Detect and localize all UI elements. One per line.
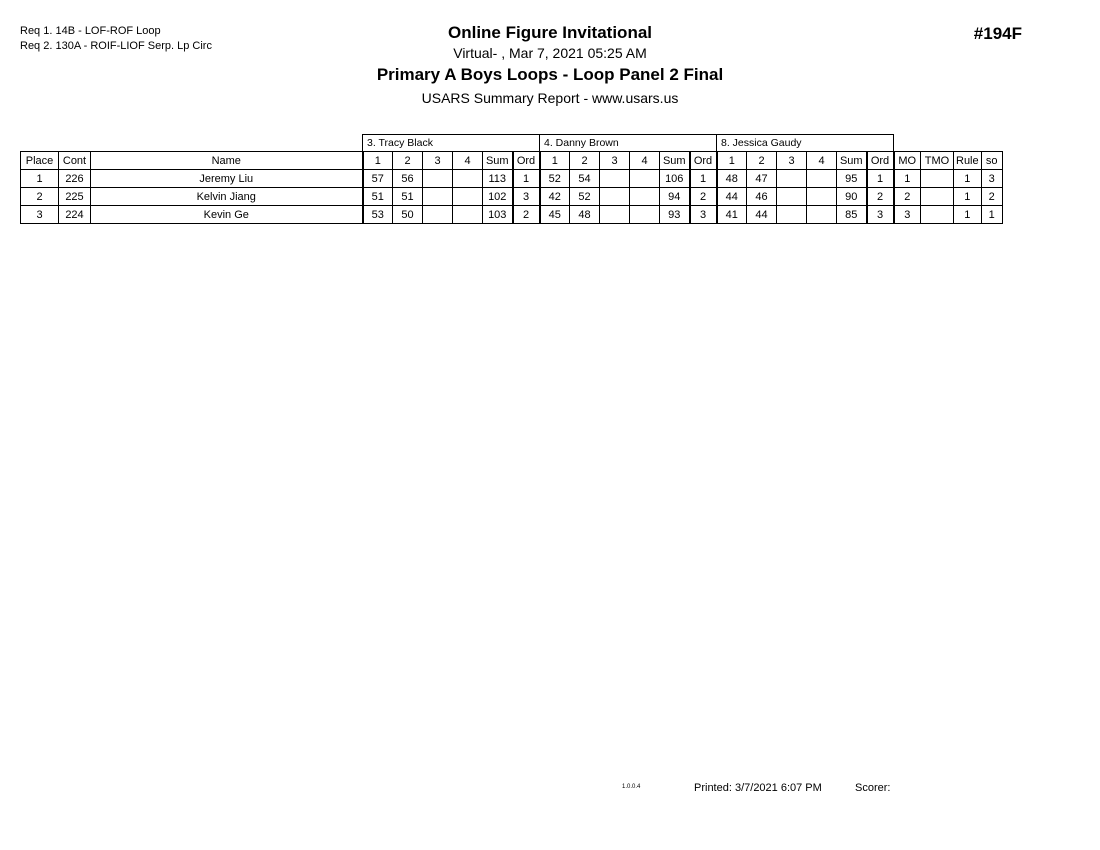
cell-j1-mark-3 [423,188,453,206]
version-code: 1.0.0.4 [622,784,641,790]
cell-j2-ord: 3 [690,206,717,224]
cell-j2-mark-1: 42 [540,188,570,206]
cell-j3-mark-2: 44 [747,206,777,224]
cell-so: 1 [981,206,1002,224]
cell-j3-mark-2: 47 [747,170,777,188]
cell-j3-sum: 90 [837,188,867,206]
column-header-place: Place [21,152,59,170]
spacer-cell [91,135,363,152]
scorer-label: Scorer: [855,782,891,794]
spacer-cell [921,135,954,152]
table-row [21,188,1003,206]
cell-j1-sum: 113 [483,170,513,188]
spacer-cell [981,135,1002,152]
cell-j3-mark-3 [777,188,807,206]
column-header-j1-sum: Sum [483,152,513,170]
table-row [21,170,1003,188]
report-name: USARS Summary Report - www.usars.us [421,90,679,106]
cell-j2-mark-4 [630,188,660,206]
cell-j2-ord: 1 [690,170,717,188]
cell-j1-mark-3 [423,170,453,188]
column-header-row [21,152,1003,170]
cell-j2-mark-2: 54 [570,170,600,188]
cell-j3-ord: 1 [867,170,894,188]
cell-name: Kevin Ge [91,206,363,224]
spacer-cell [954,135,982,152]
cell-j3-mark-3 [777,170,807,188]
cell-j3-mark-1: 41 [717,206,747,224]
cell-j2-mark-1: 45 [540,206,570,224]
cell-j1-sum: 103 [483,206,513,224]
printed-timestamp: Printed: 3/7/2021 6:07 PM [694,782,822,794]
cell-j2-mark-3 [600,206,630,224]
cell-j2-mark-1: 52 [540,170,570,188]
cell-mo: 1 [894,170,921,188]
column-header-tmo: TMO [921,152,954,170]
cell-j3-mark-1: 48 [717,170,747,188]
column-header-j2-mark-4: 4 [630,152,660,170]
cell-j3-mark-2: 46 [747,188,777,206]
column-header-j1-mark-1: 1 [363,152,393,170]
cell-j1-mark-4 [453,188,483,206]
table-row [21,206,1003,224]
cell-j1-mark-2: 51 [393,188,423,206]
cell-j2-ord: 2 [690,188,717,206]
document-number: #194F [973,24,1022,43]
results-table [20,134,1003,224]
cell-j3-ord: 2 [867,188,894,206]
column-header-j2-mark-3: 3 [600,152,630,170]
column-header-j2-ord: Ord [690,152,717,170]
cell-tmo [921,206,954,224]
cell-j2-mark-4 [630,206,660,224]
column-header-j1-mark-3: 3 [423,152,453,170]
event-name: Primary A Boys Loops - Loop Panel 2 Final [376,65,724,84]
cell-j2-mark-3 [600,188,630,206]
column-header-j3-mark-2: 2 [747,152,777,170]
requirement-line-1: Req 1. 14B - LOF-ROF Loop [20,25,161,37]
requirement-line-2: Req 2. 130A - ROIF-LIOF Serp. Lp Circ [20,40,212,52]
judge-header-row [21,135,1003,152]
cell-j1-mark-2: 56 [393,170,423,188]
cell-j2-sum: 94 [660,188,690,206]
column-header-j3-ord: Ord [867,152,894,170]
cell-tmo [921,170,954,188]
cell-j1-mark-1: 57 [363,170,393,188]
column-header-name: Name [91,152,363,170]
cell-name: Jeremy Liu [91,170,363,188]
cell-rule: 1 [954,170,982,188]
column-header-mo: MO [894,152,921,170]
cell-cont: 224 [59,206,91,224]
cell-j1-mark-4 [453,170,483,188]
cell-cont: 225 [59,188,91,206]
cell-rule: 1 [954,188,982,206]
cell-j1-mark-4 [453,206,483,224]
column-header-j3-mark-3: 3 [777,152,807,170]
cell-j1-mark-3 [423,206,453,224]
column-header-so: so [981,152,1002,170]
cell-place: 1 [21,170,59,188]
cell-j3-sum: 85 [837,206,867,224]
column-header-j2-mark-2: 2 [570,152,600,170]
spacer-cell [894,135,921,152]
cell-j1-sum: 102 [483,188,513,206]
judge-name-2: 4. Danny Brown [540,135,717,152]
cell-j1-ord: 1 [513,170,540,188]
cell-so: 2 [981,188,1002,206]
cell-place: 3 [21,206,59,224]
cell-j2-sum: 93 [660,206,690,224]
cell-tmo [921,188,954,206]
column-header-j3-mark-4: 4 [807,152,837,170]
column-header-j1-ord: Ord [513,152,540,170]
cell-cont: 226 [59,170,91,188]
column-header-rule: Rule [954,152,982,170]
judge-name-3: 8. Jessica Gaudy [717,135,894,152]
cell-j1-mark-2: 50 [393,206,423,224]
cell-mo: 3 [894,206,921,224]
cell-j3-mark-4 [807,170,837,188]
column-header-cont: Cont [59,152,91,170]
cell-j2-mark-3 [600,170,630,188]
cell-j3-sum: 95 [837,170,867,188]
cell-j1-mark-1: 51 [363,188,393,206]
cell-j2-sum: 106 [660,170,690,188]
cell-rule: 1 [954,206,982,224]
page-title: Online Figure Invitational [447,23,653,42]
results-table-container [20,134,1003,224]
column-header-j3-sum: Sum [837,152,867,170]
cell-so: 3 [981,170,1002,188]
cell-j1-mark-1: 53 [363,206,393,224]
cell-j1-ord: 3 [513,188,540,206]
cell-j3-mark-3 [777,206,807,224]
cell-j2-mark-4 [630,170,660,188]
cell-mo: 2 [894,188,921,206]
cell-j3-ord: 3 [867,206,894,224]
judge-name-1: 3. Tracy Black [363,135,540,152]
column-header-j2-sum: Sum [660,152,690,170]
cell-j3-mark-4 [807,206,837,224]
cell-j3-mark-1: 44 [717,188,747,206]
event-location-date: Virtual- , Mar 7, 2021 05:25 AM [453,45,647,61]
spacer-cell [59,135,91,152]
cell-j3-mark-4 [807,188,837,206]
column-header-j1-mark-2: 2 [393,152,423,170]
column-header-j2-mark-1: 1 [540,152,570,170]
title-block [0,22,1100,109]
cell-j2-mark-2: 48 [570,206,600,224]
cell-place: 2 [21,188,59,206]
cell-j1-ord: 2 [513,206,540,224]
spacer-cell [21,135,59,152]
column-header-j3-mark-1: 1 [717,152,747,170]
cell-name: Kelvin Jiang [91,188,363,206]
cell-j2-mark-2: 52 [570,188,600,206]
column-header-j1-mark-4: 4 [453,152,483,170]
